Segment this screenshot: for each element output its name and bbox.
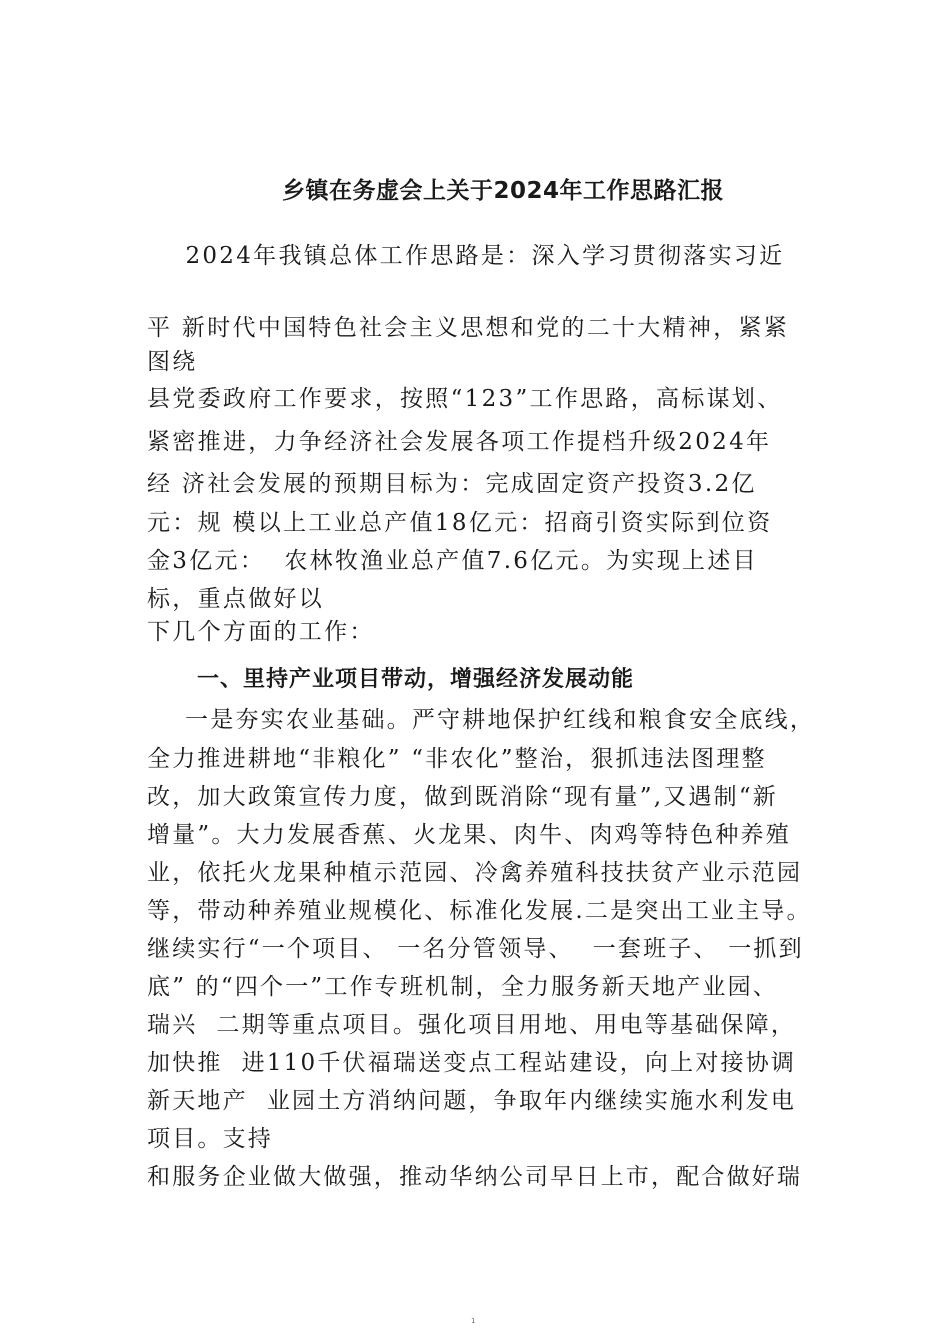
section-line-11: 新天地产 业园土方消纳问题，争取年内继续实施水利发电 xyxy=(147,1088,797,1114)
section-line-9: 瑞兴 二期等重点项目。强化项目用地、用电等基础保障， xyxy=(147,1012,797,1038)
section-line-8: 底” 的“四个一”工作专班机制，全力服务新天地产业园、 xyxy=(147,974,778,1000)
section-line-3: 改，加大政策宣传力度，做到既消除“现有量”,又遇制“新 xyxy=(147,784,778,810)
document-title: 乡镇在务虚会上关于2024年工作思路汇报 xyxy=(281,178,724,204)
intro-line-3: 图绕 xyxy=(147,349,198,375)
page-number: 1 xyxy=(471,1317,476,1325)
section-line-5: 业，依托火龙果种植示范园、冷禽养殖科技扶贫产业示范园 xyxy=(147,860,803,886)
intro-line-9: 标，重点做好以 xyxy=(147,586,325,612)
section-heading: 一、里持产业项目带动，增强经济发展动能 xyxy=(197,667,635,692)
section-line-10: 加快推 进110千伏福瑞送变点工程站建设，向上对接协调 xyxy=(147,1050,797,1076)
section-line-4: 增量”。大力发展香蕉、火龙果、肉牛、肉鸡等特色种养殖 xyxy=(147,822,791,848)
section-line-13: 和服务企业做大做强，推动华纳公司早日上市，配合做好瑞 xyxy=(147,1164,803,1190)
section-line-6: 等，带动种养殖业规模化、标准化发展.二是突出工业主导。 xyxy=(147,898,812,924)
section-line-12: 项目。支持 xyxy=(147,1126,273,1152)
intro-line-1: 2024年我镇总体工作思路是：深入学习贯彻落实习近 xyxy=(147,243,785,269)
section-line-2: 全力推进耕地“非粮化” “非农化”整治，狠抓违法图理整 xyxy=(147,746,767,772)
intro-line-7: 元：规 模以上工业总产值18亿元：招商引资实际到位资 xyxy=(147,510,773,536)
intro-line-5: 紧密推进，力争经济社会发展各项工作提档升级2024年 xyxy=(147,429,772,455)
section-line-1: 一是夯实农业基础。严守耕地保护红线和粮食安全底线， xyxy=(147,707,816,733)
intro-line-6: 经 济社会发展的预期目标为：完成固定资产投资3.2亿 xyxy=(147,471,757,497)
intro-line-10: 下几个方面的工作： xyxy=(147,619,375,645)
intro-line-2: 平 新时代中国特色社会主义思想和党的二十大精神，紧紧 xyxy=(147,315,790,341)
section-line-7: 继续实行“一个项目、 一名分管领导、 一套班子、 一抓到 xyxy=(147,936,804,962)
intro-line-8: 金3亿元： 农林牧渔业总产值7.6亿元。为实现上述目 xyxy=(147,548,758,574)
intro-line-4: 县党委政府工作要求，按照“123”工作思路，高标谋划、 xyxy=(147,386,783,412)
